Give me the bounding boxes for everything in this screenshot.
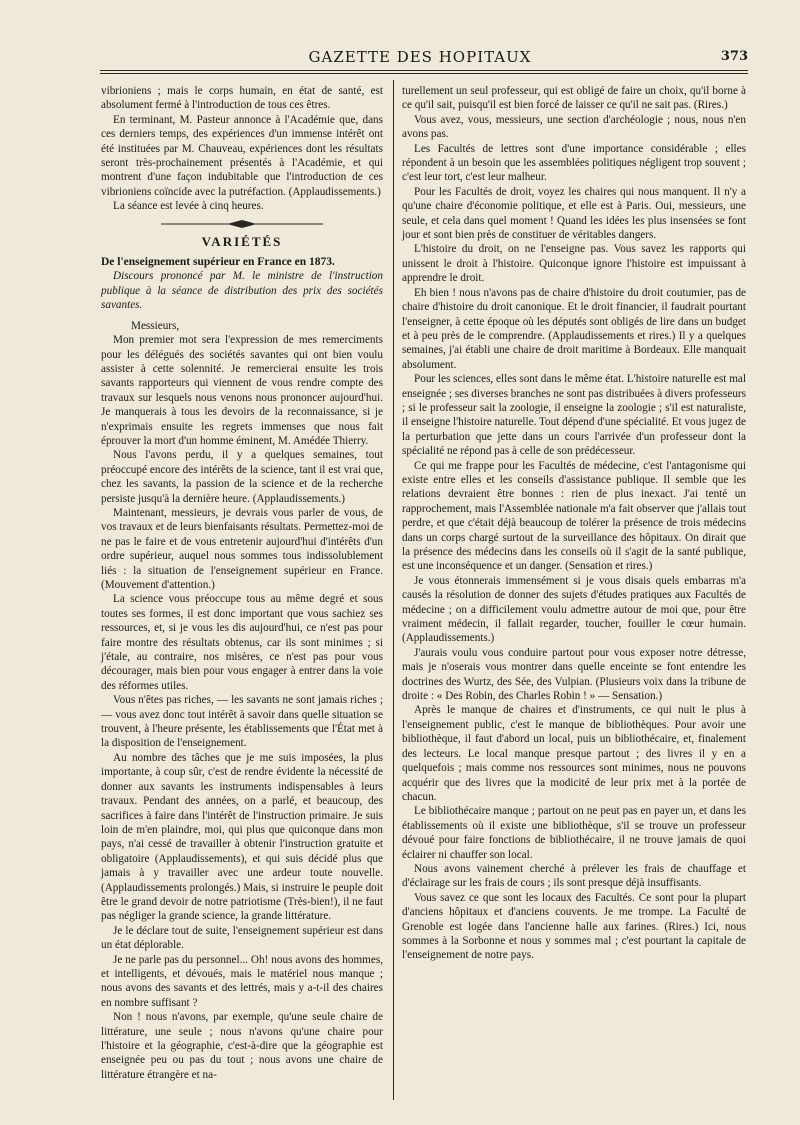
article-subtitle: Discours prononcé par M. le ministre de l'instruction publique à la séance de distribution des prix des sociétés savantes.	[101, 270, 383, 312]
paragraph: La séance est levée à cinq heures.	[113, 200, 264, 213]
paragraph: Pour les Facultés de droit, voyez les chaires qui nous manquent. Il n'y a qu'une chaire d'économie politique, et elle est à Paris. Oui, messieurs, une seule, et cela dans quel moment ! Quand les idées les plus insensées se font jour et sont bien près de constituer de véritables dangers.	[402, 185, 746, 242]
paragraph: Je le déclare tout de suite, l'enseignement supérieur est dans un état déplorable.	[101, 924, 383, 952]
paragraph: J'aurais voulu vous conduire partout pour vous exposer notre détresse, mais je n'oserais vous montrer dans quelle enceinte se font entendre les doctrines des Wurtz, des Sée, des Vulpian. (Plusieurs voix dans la tribune de droite : « Des Robin, des Charles Robin ! » — Sensation.)	[402, 646, 746, 703]
paragraph: Je vous étonnerais immensément si je vous disais quels embarras m'a causés la résolution de donner des sujets d'études pratiques aux Facultés de médecine ; on a difficilement voulu admettre autour de moi que, pour être vraiment médecin, il fallait regarder, toucher, fouiller le cœur humain. (Applaudissements.)	[402, 574, 746, 645]
paragraph: Je ne parle pas du personnel... Oh! nous avons des hommes, et intelligents, et dévoués, mais le matériel nous manque ; nous avons des savants et des lettrés, mais y a-t-il des chaires en nombre suffisant ?	[101, 953, 383, 1009]
paragraph: vibrioniens ; mais le corps humain, en état de santé, est absolument fermé à l'introduction de tous ces êtres.	[101, 85, 383, 112]
right-column	[402, 84, 746, 963]
paragraph: Vous savez ce que sont les locaux des Facultés. Ce sont pour la plupart d'anciens hôpitaux et d'anciens couvents. Je me trompe. La Faculté de Grenoble est logée dans l'ancienne halle aux farines. (Rires.) Ici, nous sommes à la Sorbonne et nous y sommes mal ; c'est pourtant la capitale de l'enseignement de notre pays.	[402, 891, 746, 962]
paragraph: Ce qui me frappe pour les Facultés de médecine, c'est l'antagonisme qui existe entre elles et les conseils d'assistance publique. Il semble que les relations devraient être bonnes : rien de plus inexact. J'ai tenté un rapprochement, mais l'Assemblée nationale m'a fait observer que j'allais tout perdre, et que c'était déjà beaucoup de tolérer la présence de trois médecins dans un corps chargé surtout de la surveillance des hôpitaux. On dirait que la présence des médecins dans les conseils où il s'agit de la santé publique, est une inconséquence et un danger. (Sensation et rires.)	[402, 459, 746, 573]
paragraph: turellement un seul professeur, qui est obligé de faire un choix, qu'il borne à ce qu'il sait, puisqu'il est bien forcé de laisser ce qu'il ne sait pas. (Rires.)	[402, 85, 746, 112]
column-divider	[393, 80, 394, 1100]
paragraph: Vous n'êtes pas riches, — les savants ne sont jamais riches ; — vous avez donc tout intérêt à savoir dans quelle situation se trouvent, à l'heure présente, les établissements que l'État met à la disposition de l'enseignement.	[101, 694, 383, 750]
header-rule	[100, 70, 748, 71]
paragraph: Pour les sciences, elles sont dans le même état. L'histoire naturelle est mal enseignée ; ses diverses branches ne sont pas distribuées à divers professeurs ; si le professeur sait la zoologie, il enseigne la zoologie ; s'il est naturaliste, il enseigne l'histoire naturelle. Tout dépend d'une spécialité. Et vous jugez de la perturbation que jette dans un cours l'arrivée d'un professeur dont la spécialité ne répond pas à celle de son prédécesseur.	[402, 373, 746, 458]
header-rule-double	[100, 73, 748, 74]
paragraph: L'histoire du droit, on ne l'enseigne pas. Vous savez les rapports qui unissent le droit à l'histoire. Quiconque ignore l'histoire est impuissant à apprendre le droit.	[402, 243, 746, 285]
salutation: Messieurs,	[131, 319, 180, 332]
paragraph: La science vous préoccupe tous au même degré et sous toutes ses formes, il est donc important que vous sachiez ses ressources, et, si je vous les dis aujourd'hui, ce n'est pas pour faire montre des résultats obtenus, car ils sont minimes ; si j'étale, au contraire, nos misères, ce n'est pas pour vous décourager, mais bien pour vous engager à entrer dans la voie des réformes utiles.	[101, 593, 383, 692]
paragraph: Mon premier mot sera l'expression de mes remerciments pour les délégués des sociétés savantes qui ont bien voulu assister à cette solennité. Je remercierai ensuite les trois savants rapporteurs qui viennent de vous rendre compte des travaux sur lesquels nous venons nous prononcer aujourd'hui. Je manquerais à tous les devoirs de la reconnaissance, si je n'exprimais ensuite les regrets immenses que nous fait éprouver la mort d'un homme éminent, M. Amédée Thierry.	[101, 334, 383, 447]
left-column	[101, 84, 383, 1082]
paragraph: Eh bien ! nous n'avons pas de chaire d'histoire du droit coutumier, pas de chaire d'histoire du droit canonique. Et le droit financier, il faudrait pourtant l'enseigner, à cette époque où les députés sont obligés de lire dans un budget et à peu près de le comprendre. (Applaudissements et rires.) Il y a quelques semaines, j'ai établi une chaire de droit maritime à Bordeaux. Elle manquait absolument.	[402, 286, 746, 371]
paragraph: Nous avons vainement cherché à prélever les frais de chauffage et d'éclairage sur les frais de cours ; ils sont presque déjà insuffisants.	[402, 862, 746, 890]
ornamental-rule	[161, 218, 323, 230]
paragraph: Nous l'avons perdu, il y a quelques semaines, tout préoccupé encore des intérêts de la science, tant il est vrai que, chez les savants, la passion de la science et de la recherche persiste jusqu'à la dernière heure. (Applaudissements.)	[101, 449, 383, 505]
paragraph: Les Facultés de lettres sont d'une importance considérable ; elles répondent à un besoin que les assemblées politiques négligent trop souvent ; c'est leur tort, c'est leur malheur.	[402, 142, 746, 184]
paragraph: Au nombre des tâches que je me suis imposées, la plus importante, à coup sûr, c'est de rendre évidente la nécessité de donner aux savants les instruments indispensables à leurs travaux. Pendant des années, on a parlé, et beaucoup, des sacrifices à faire dans l'intérêt de l'instruction primaire. Je suis loin de m'en plaindre, moi, qui plus que quiconque dans mon pays, n'ai cessé de travailler à obtenir l'instruction gratuite et obligatoire (Applaudissements), et qui suis décidé plus que jamais à y travailler avec une ardeur toute nouvelle. (Applaudissements prolongés.) Mais, si instruire le peuple doit être le grand devoir de notre patriotisme (Très-bien!), il ne faut pas négliger la grande science, la grande littérature.	[101, 751, 383, 923]
paragraph: Le bibliothécaire manque ; partout on ne peut pas en payer un, et dans les établissements où il existe une bibliothèque, s'il se trouve un professeur dévoué pour faire fonctions de bibliothécaire, il ne trouve jamais de quoi éclairer ni chauffer son local.	[402, 805, 746, 861]
journal-title: GAZETTE DES HOPITAUX	[308, 48, 532, 66]
paragraph: Non ! nous n'avons, par exemple, qu'une seule chaire de littérature, une seule ; nous n'avons qu'une chaire pour l'histoire et la géographie, c'est-à-dire que la géographie est enseignée peu ou pas du tout ; nous avons une chaire de littérature étrangère et na-	[101, 1011, 383, 1081]
article-title: De l'enseignement supérieur en France en 1873.	[101, 256, 335, 269]
paragraph: Après le manque de chaires et d'instruments, ce qui nuit le plus à l'enseignement public, c'est le manque de bibliothèques. Pour avoir une bibliothèque, il faut d'abord un local, puis un bibliothécaire, et, finalement des lecteurs. Le local manque presque partout ; des livres il y en a quelquefois ; mais comme nos ressources sont minimes, nous ne pouvons acquérir que des livres que la modicité de leur prix met à la portée de chacun.	[402, 704, 746, 803]
page-number: 373	[720, 49, 748, 64]
paragraph: Maintenant, messieurs, je devrais vous parler de vous, de vos travaux et de leurs bienfaisants résultats. Permettez-moi de ne pas le faire et de vous entretenir aujourd'hui d'intérêts d'un ordre supérieur, auquel nous sommes tous indissolublement liés : la situation de l'enseignement supérieur en France. (Mouvement d'attention.)	[101, 506, 383, 591]
section-title: VARIÉTÉS	[201, 233, 283, 249]
paragraph: Vous avez, vous, messieurs, une section d'archéologie ; nous, nous n'en avons pas.	[402, 113, 746, 141]
page-header	[100, 46, 748, 68]
paragraph: En terminant, M. Pasteur annonce à l'Académie que, dans ces derniers temps, des expériences d'un immense intérêt ont été instituées par M. Chauveau, expériences dont les résultats seront très-prochainement présentés à l'Académie, et qui montrent d'une façon indubitable que l'introduction de ces vibrioniens coïncide avec la putréfaction. (Applaudissements.)	[101, 113, 383, 198]
